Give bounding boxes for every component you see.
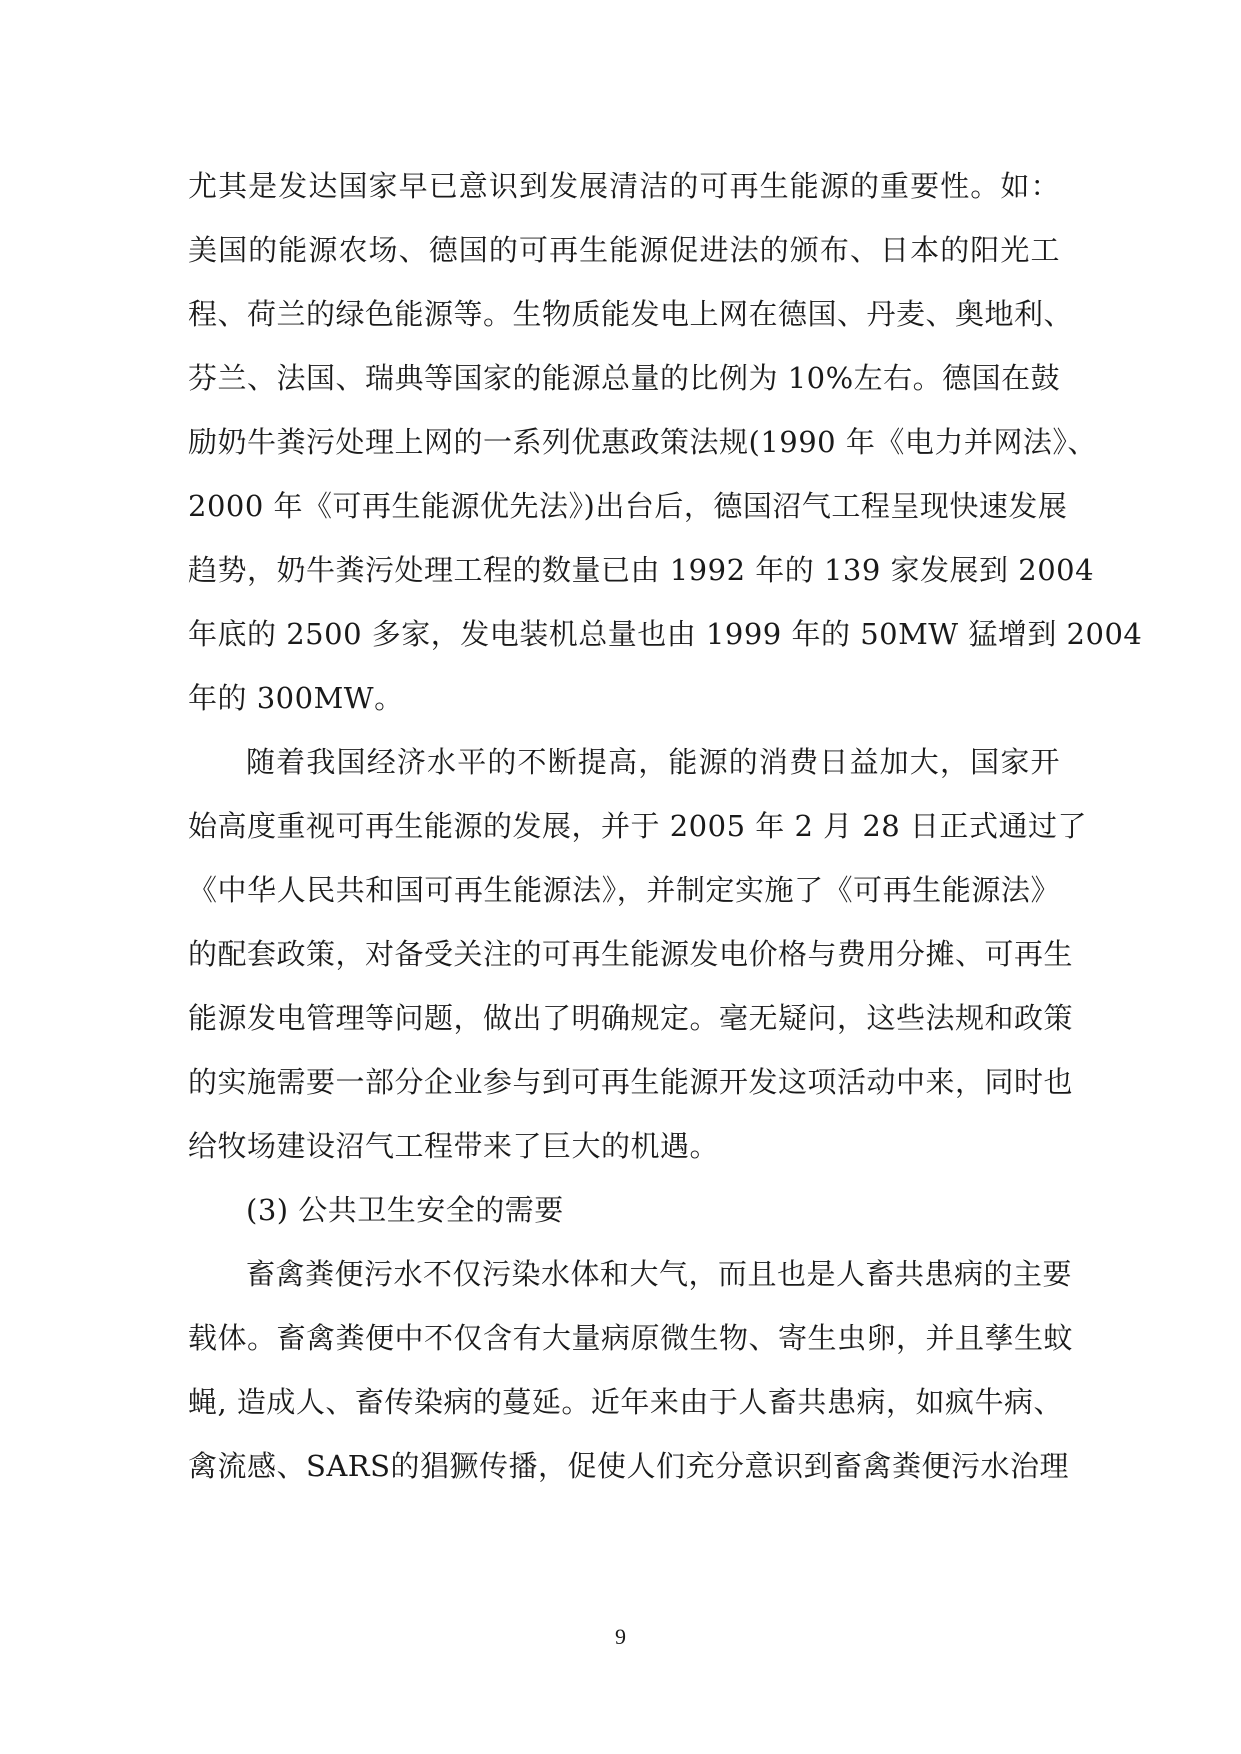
text-line: 美国的能源农场、德国的可再生能源促进法的颁布、日本的阳光工 bbox=[188, 233, 1060, 267]
text-line: 禽流感、SARS的猖獗传播，促使人们充分意识到畜禽粪便污水治理 bbox=[188, 1449, 1070, 1483]
text-line: 尤其是发达国家早已意识到发展清洁的可再生能源的重要性。如： bbox=[188, 169, 1060, 203]
text-line: 年底的 2500 多家，发电装机总量也由 1999 年的 50MW 猛增到 2004 bbox=[188, 617, 1143, 651]
paragraph-renewable-energy-abroad bbox=[188, 154, 1143, 730]
paragraph-public-health bbox=[188, 1242, 1074, 1498]
text-line: 畜禽粪便污水不仅污染水体和大气，而且也是人畜共患病的主要 bbox=[246, 1257, 1073, 1291]
body-text bbox=[188, 154, 1143, 1498]
text-line: 蝇, 造成人、畜传染病的蔓延。近年来由于人畜共患病，如疯牛病、 bbox=[188, 1385, 1063, 1419]
text-line: 给牧场建设沼气工程带来了巨大的机遇。 bbox=[188, 1129, 720, 1163]
text-line: 年的 300MW。 bbox=[188, 681, 404, 715]
text-line: 2000 年《可再生能源优先法》)出台后，德国沼气工程呈现快速发展 bbox=[188, 489, 1068, 523]
paragraph-china-renewable-law bbox=[188, 730, 1087, 1178]
text-line: 趋势，奶牛粪污处理工程的数量已由 1992 年的 139 家发展到 2004 bbox=[188, 553, 1095, 587]
text-line: 《中华人民共和国可再生能源法》，并制定实施了《可再生能源法》 bbox=[188, 873, 1060, 907]
text-line: 芬兰、法国、瑞典等国家的能源总量的比例为 10%左右。德国在鼓 bbox=[188, 361, 1061, 395]
text-line: 励奶牛粪污处理上网的一系列优惠政策法规(1990 年《电力并网法》、 bbox=[188, 425, 1097, 459]
text-line: 的配套政策，对备受关注的可再生能源发电价格与费用分摊、可再生 bbox=[188, 937, 1074, 971]
text-line: 载体。畜禽粪便中不仅含有大量病原微生物、寄生虫卵，并且孳生蚊 bbox=[188, 1321, 1074, 1355]
heading-text: (3) 公共卫生安全的需要 bbox=[246, 1193, 564, 1227]
section-heading bbox=[188, 1178, 1060, 1242]
text-line: 的实施需要一部分企业参与到可再生能源开发这项活动中来，同时也 bbox=[188, 1065, 1074, 1099]
page-number: 9 bbox=[615, 1624, 626, 1649]
text-line: 随着我国经济水平的不断提高，能源的消费日益加大，国家开 bbox=[246, 745, 1060, 779]
text-line: 能源发电管理等问题，做出了明确规定。毫无疑问，这些法规和政策 bbox=[188, 1001, 1074, 1035]
text-line: 始高度重视可再生能源的发展，并于 2005 年 2 月 28 日正式通过了 bbox=[188, 809, 1087, 843]
text-line: 程、荷兰的绿色能源等。生物质能发电上网在德国、丹麦、奥地利、 bbox=[188, 297, 1074, 331]
